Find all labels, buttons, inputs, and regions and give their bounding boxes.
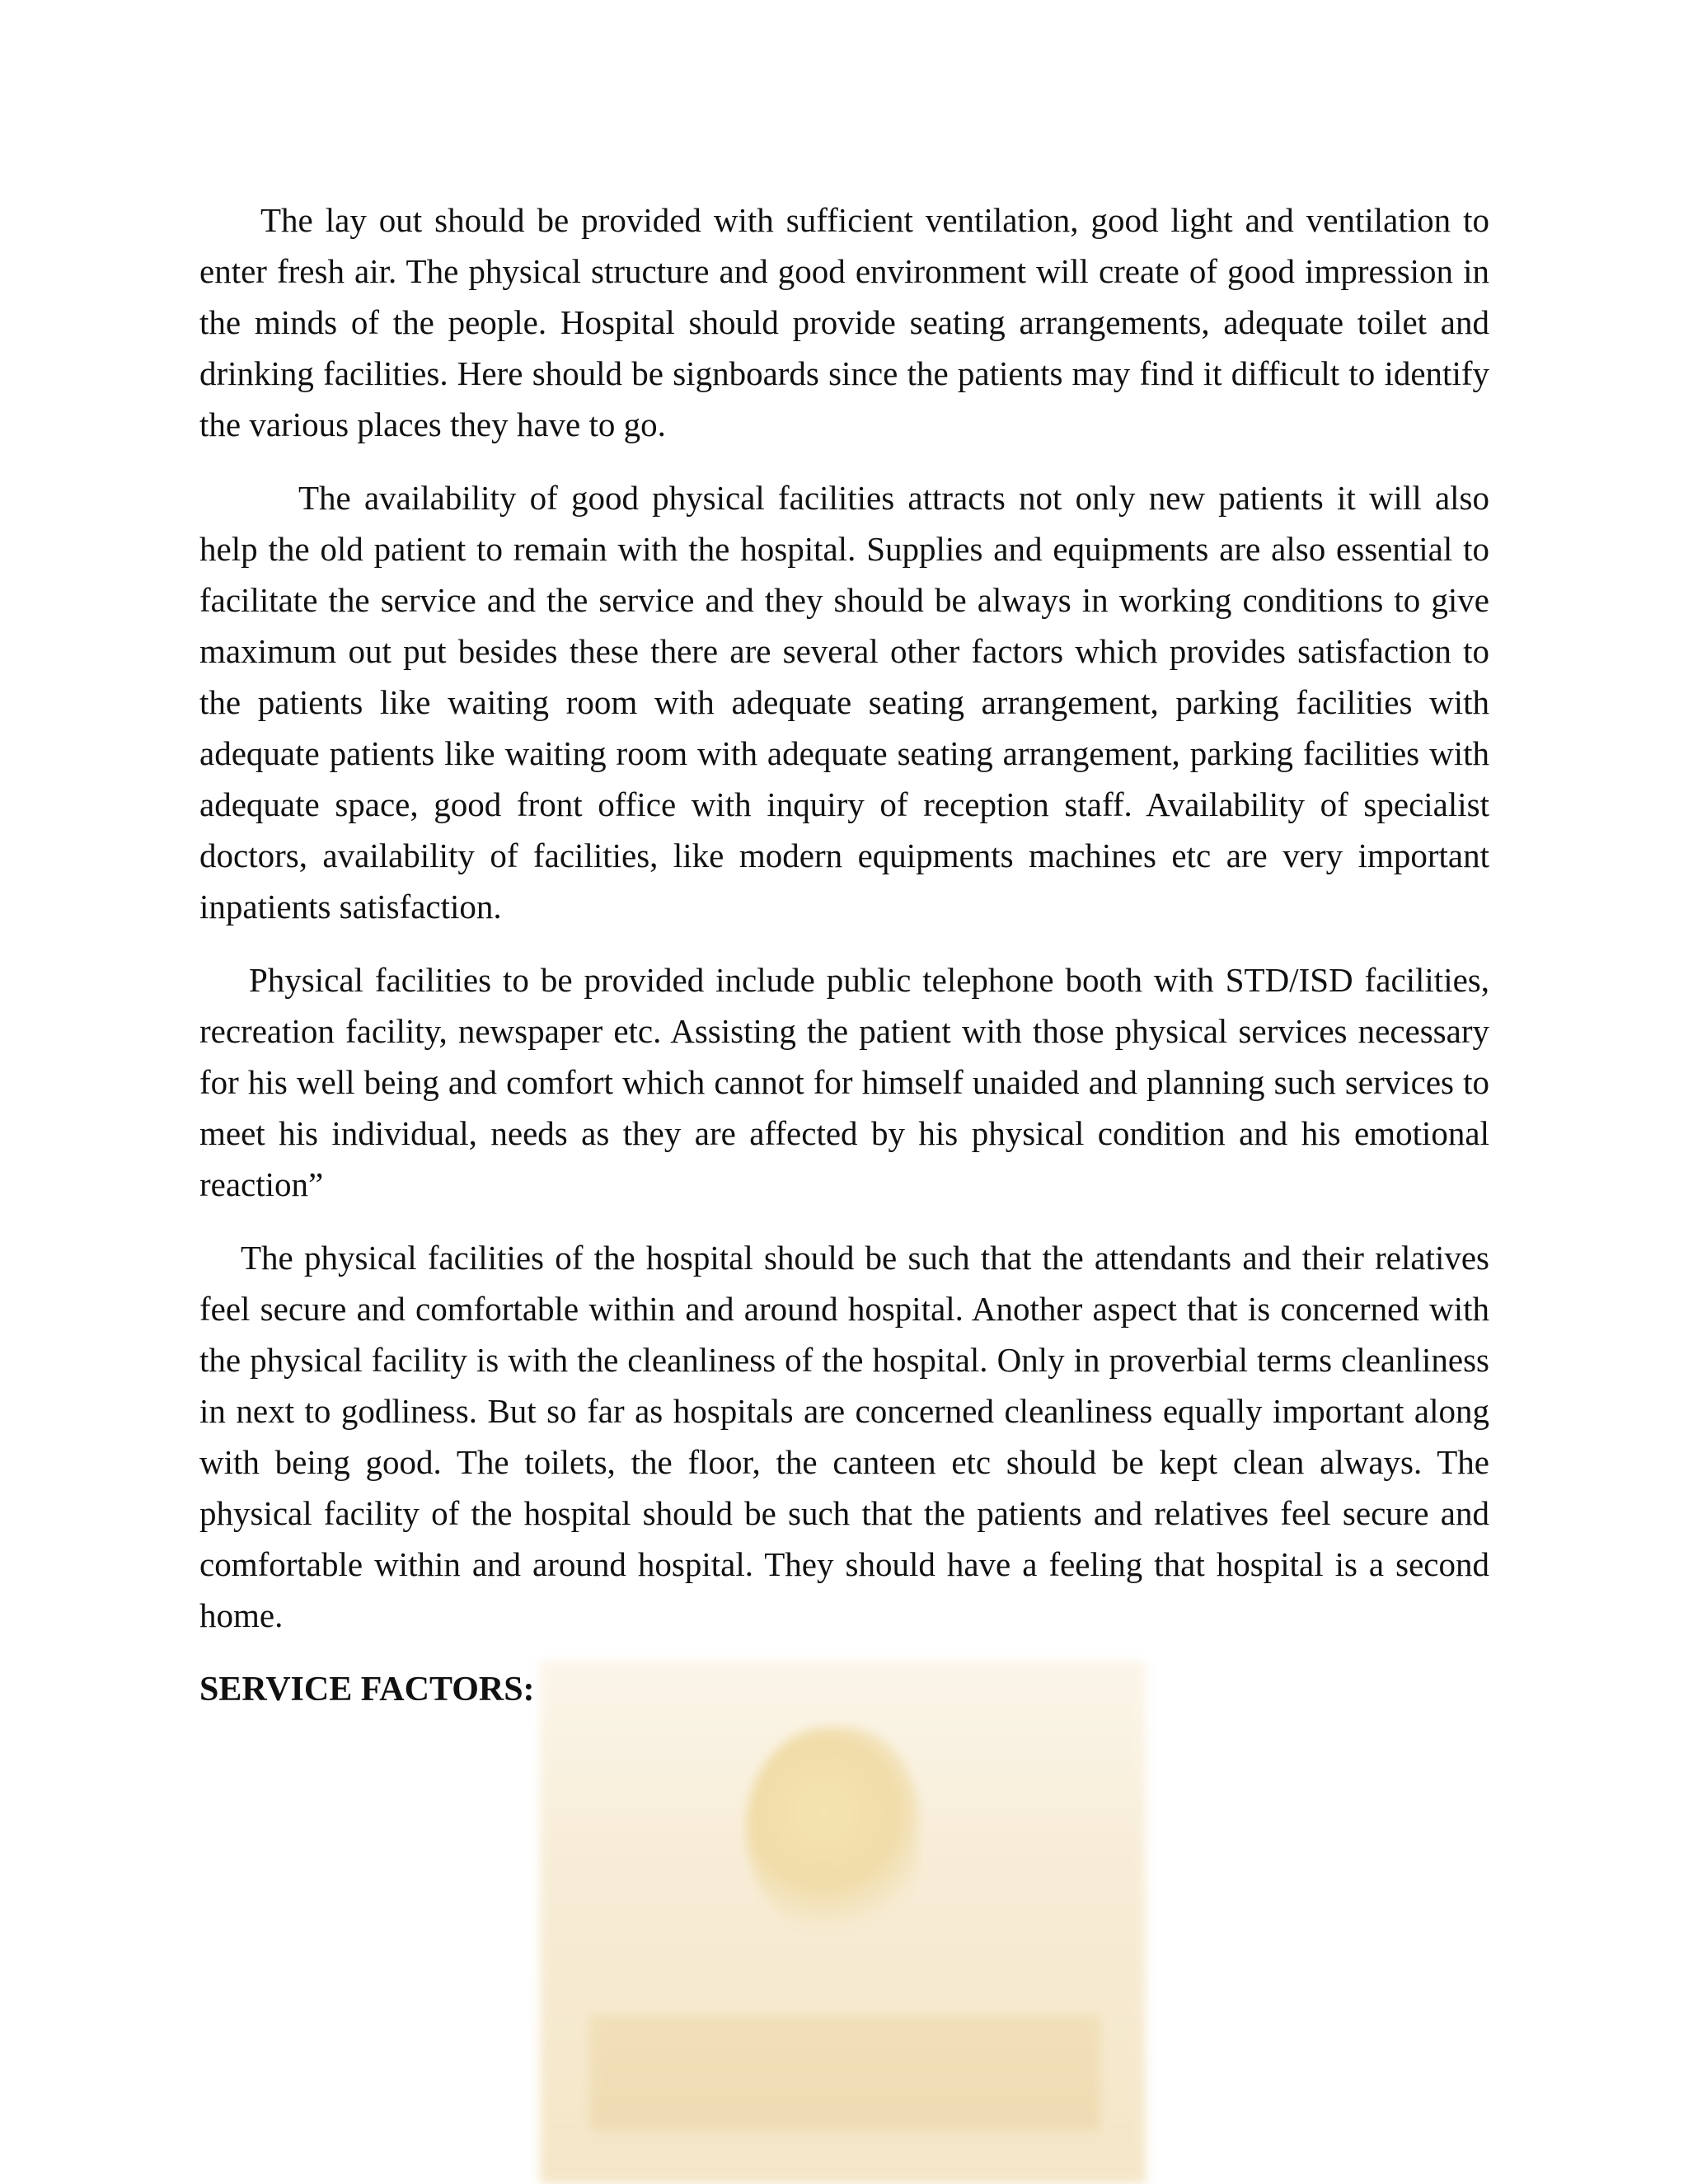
- watermark-image: [540, 1661, 1146, 2184]
- watermark-emblem: [746, 1727, 919, 1941]
- paragraph-layout: The lay out should be provided with sufficient ventilation, good light and ventilation to enter fresh air. The physical structure and good environment will create of good impression in the minds of the people. Hospital should provide seating arrangements, adequate toilet and drinking facilities. Here should be signboards since the patients may find it difficult to identify the various places they have to go.: [199, 201, 1489, 443]
- watermark-band: [589, 2015, 1100, 2130]
- paragraph-cleanliness: The physical facilities of the hospital should be such that the attendants and their relatives feel secure and comfortable within and around hospital. Another aspect that is concerned with the physical facility is with the cleanliness of the hospital. Only in proverbial terms cleanliness in next to godliness. But so far as hospitals are concerned cleanliness equally important along with being good. The toilets, the floor, the canteen etc should be kept clean always. The physical facility of the hospital should be such that the patients and relatives feel secure and comfortable within and around hospital. They should have a feeling that hospital is a second home.: [199, 1239, 1489, 1634]
- section-heading-service-factors: SERVICE FACTORS:: [199, 1671, 535, 1708]
- paragraph-physical-facilities: Physical facilities to be provided include public telephone booth with STD/ISD facilities, recreation facility, newspaper etc. Assisting the patient with those physical services necessary for his well being and comfort which cannot for himself unaided and planning such services to meet his individual, needs as they are affected by his physical condition and his emotional reaction”: [199, 961, 1489, 1203]
- paragraph-availability: The availability of good physical facilities attracts not only new patients it will also help the old patient to remain with the hospital. Supplies and equipments are also essential to facilitate the service and the service and they should be always in working conditions to give maximum out put besides these there are several other factors which provides satisfaction to the patients like waiting room with adequate seating arrangement, parking facilities with adequate patients like waiting room with adequate seating arrangement, parking facilities with adequate space, good front office with inquiry of reception staff. Availability of specialist doctors, availability of facilities, like modern equipments machines etc are very important inpatients satisfaction.: [199, 479, 1489, 926]
- document-page: [199, 194, 1489, 1715]
